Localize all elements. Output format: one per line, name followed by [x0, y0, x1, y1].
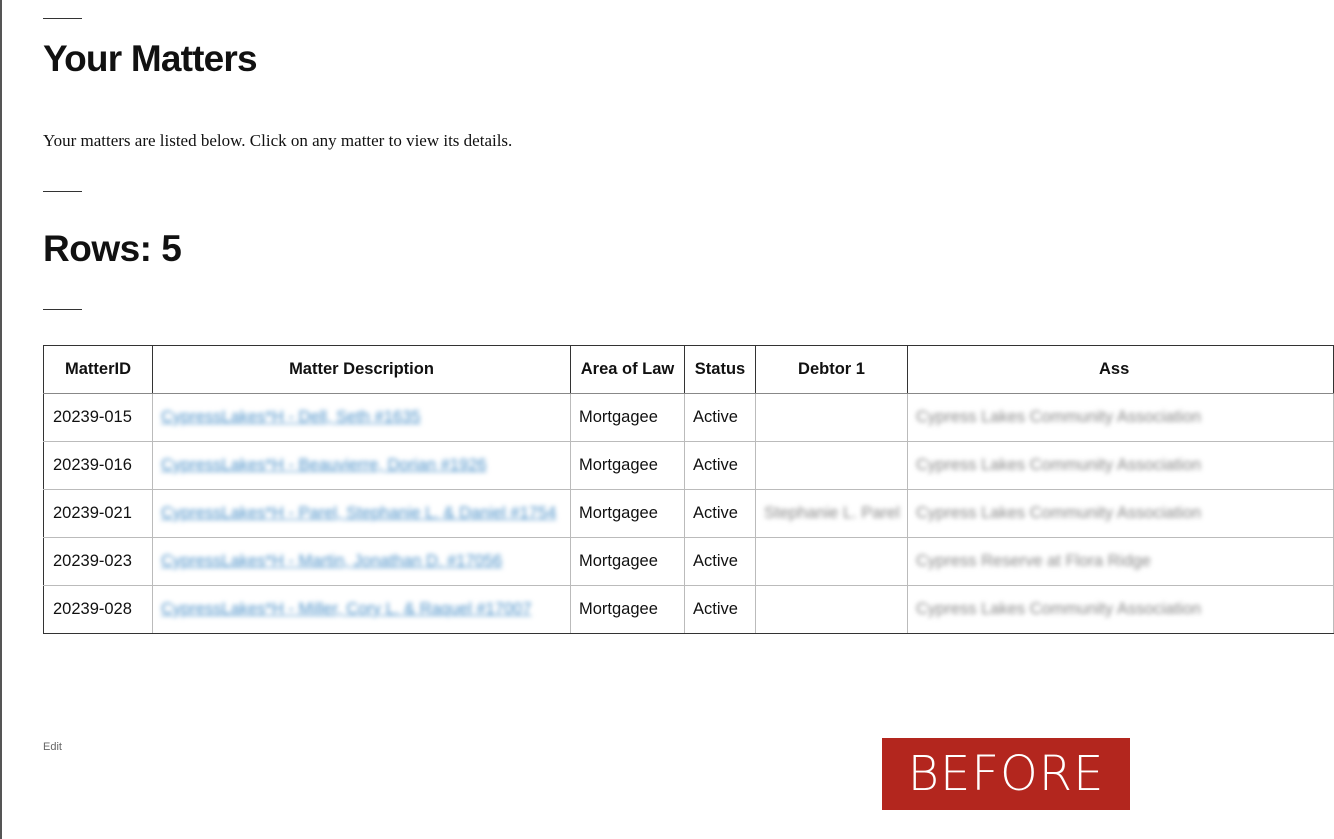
- edit-link[interactable]: Edit: [43, 741, 62, 753]
- matter-description-link[interactable]: CypressLakes*H - Dell, Seth #1635: [161, 408, 421, 426]
- area-of-law-cell: Mortgagee: [571, 490, 685, 538]
- column-header-area-of-law[interactable]: Area of Law: [571, 346, 685, 394]
- matter-description-cell: [153, 442, 571, 490]
- area-of-law-cell: Mortgagee: [571, 442, 685, 490]
- matter-description-link[interactable]: CypressLakes*H - Beauvierre, Dorian #1926: [161, 456, 487, 474]
- debtor-1-cell: [756, 490, 908, 538]
- column-header-matter-id[interactable]: MatterID: [44, 346, 153, 394]
- matter-description-cell: [153, 490, 571, 538]
- matters-table-container[interactable]: [43, 345, 1202, 639]
- status-cell: Active: [685, 538, 756, 586]
- debtor-1-value: Stephanie L. Parel: [764, 504, 900, 522]
- debtor-1-cell: [756, 586, 908, 634]
- association-cell: [908, 394, 1334, 442]
- matter-description-cell: [153, 538, 571, 586]
- left-border-rule: [0, 0, 2, 839]
- table-row[interactable]: [44, 394, 1334, 442]
- page-title: Your Matters: [43, 38, 257, 79]
- debtor-1-cell: [756, 538, 908, 586]
- table-row[interactable]: [44, 586, 1334, 634]
- column-header-association[interactable]: [908, 346, 1334, 394]
- debtor-1-cell: [756, 442, 908, 490]
- matter-id-cell: 20239-028: [44, 586, 153, 634]
- table-row[interactable]: [44, 442, 1334, 490]
- area-of-law-cell: Mortgagee: [571, 394, 685, 442]
- status-cell: Active: [685, 394, 756, 442]
- matter-description-link[interactable]: CypressLakes*H - Miller, Cory L. & Raquel #17007: [161, 600, 532, 618]
- matter-description-cell: [153, 394, 571, 442]
- column-header-status[interactable]: Status: [685, 346, 756, 394]
- table-header-row: [44, 346, 1334, 394]
- rows-count-heading: Rows: 5: [43, 228, 182, 269]
- column-header-matter-description[interactable]: Matter Description: [153, 346, 571, 394]
- matters-table: [43, 345, 1334, 634]
- status-cell: Active: [685, 586, 756, 634]
- association-value: Cypress Lakes Community Association: [916, 600, 1202, 618]
- matter-id-cell: 20239-015: [44, 394, 153, 442]
- debtor-1-cell: [756, 394, 908, 442]
- matter-description-link[interactable]: CypressLakes*H - Parel, Stephanie L. & Daniel #1754: [161, 504, 557, 522]
- separator-middle: [43, 191, 82, 192]
- status-cell: Active: [685, 490, 756, 538]
- matter-id-cell: 20239-021: [44, 490, 153, 538]
- association-value: Cypress Reserve at Flora Ridge: [916, 552, 1151, 570]
- column-header-debtor-1[interactable]: Debtor 1: [756, 346, 908, 394]
- separator-bottom: [43, 309, 82, 310]
- status-cell: Active: [685, 442, 756, 490]
- area-of-law-cell: Mortgagee: [571, 586, 685, 634]
- table-row[interactable]: [44, 538, 1334, 586]
- association-cell: [908, 490, 1334, 538]
- area-of-law-cell: Mortgagee: [571, 538, 685, 586]
- before-badge: BEFORE: [882, 738, 1130, 810]
- association-value: Cypress Lakes Community Association: [916, 456, 1202, 474]
- matter-description-link[interactable]: CypressLakes*H - Martin, Jonathan D. #17056: [161, 552, 503, 570]
- intro-text: Your matters are listed below. Click on any matter to view its details.: [43, 131, 513, 150]
- association-cell: [908, 442, 1334, 490]
- column-header-association-label: Ass: [1099, 360, 1130, 378]
- matter-id-cell: 20239-023: [44, 538, 153, 586]
- table-row[interactable]: [44, 490, 1334, 538]
- association-value: Cypress Lakes Community Association: [916, 504, 1202, 522]
- association-value: Cypress Lakes Community Association: [916, 408, 1202, 426]
- association-cell: [908, 538, 1334, 586]
- separator-top: [43, 18, 82, 19]
- matter-description-cell: [153, 586, 571, 634]
- association-cell: [908, 586, 1334, 634]
- matter-id-cell: 20239-016: [44, 442, 153, 490]
